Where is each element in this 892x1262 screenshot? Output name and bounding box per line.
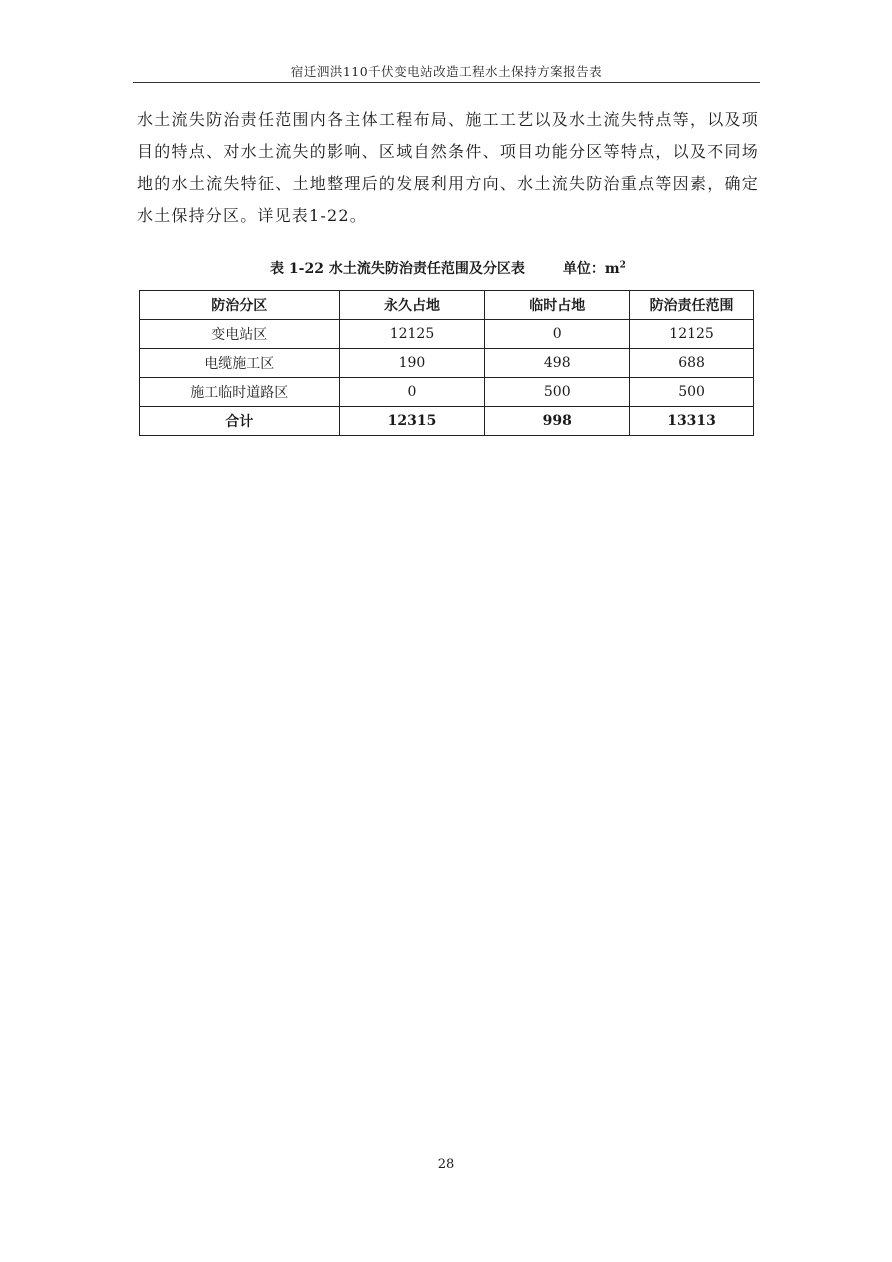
table-caption [137,258,759,278]
table-row [140,378,754,407]
table-cell: 498 [485,349,630,378]
table-row [140,349,754,378]
table-row [140,320,754,349]
unit-superscript: 2 [619,260,626,271]
total-cell: 998 [485,407,630,436]
table-unit-label: 单位：$m^2$ [562,260,626,277]
running-header: 宿迁泗洪110千伏变电站改造工程水土保持方案报告表 [290,64,603,79]
table-cell: 688 [630,349,754,378]
table-cell: 12125 [339,320,485,349]
table-cell: 变电站区 [140,320,340,349]
total-cell: 合计 [140,407,340,436]
column-header: 永久占地 [339,291,485,320]
table-header-row [140,291,754,320]
table-cell: 电缆施工区 [140,349,340,378]
column-header: 防治责任范围 [630,291,754,320]
table-cell: 0 [339,378,485,407]
column-header: 防治分区 [140,291,340,320]
body-paragraph: 水土流失防治责任范围内各主体工程布局、施工工艺以及水土流失特点等，以及项目的特点、对水土流失的影响、区域自然条件、项目功能分区等特点，以及不同场地的水土流失特征、土地整理后的发展利用方向、水土流失防治重点等因素，确定水土保持分区。详见表1-22。 [137,110,759,225]
header-rule [133,82,760,83]
page-number: 28 [437,1157,455,1172]
table-cell: 500 [485,378,630,407]
table-cell: 施工临时道路区 [140,378,340,407]
responsibility-zone-table [139,290,754,436]
table-caption-title: 表 1-22 水土流失防治责任范围及分区表 [270,261,525,277]
table-cell: 500 [630,378,754,407]
table-cell: 0 [485,320,630,349]
total-cell: 12315 [339,407,485,436]
column-header: 临时占地 [485,291,630,320]
table-cell: 190 [339,349,485,378]
table-cell: 12125 [630,320,754,349]
total-cell: 13313 [630,407,754,436]
table-total-row [140,407,754,436]
